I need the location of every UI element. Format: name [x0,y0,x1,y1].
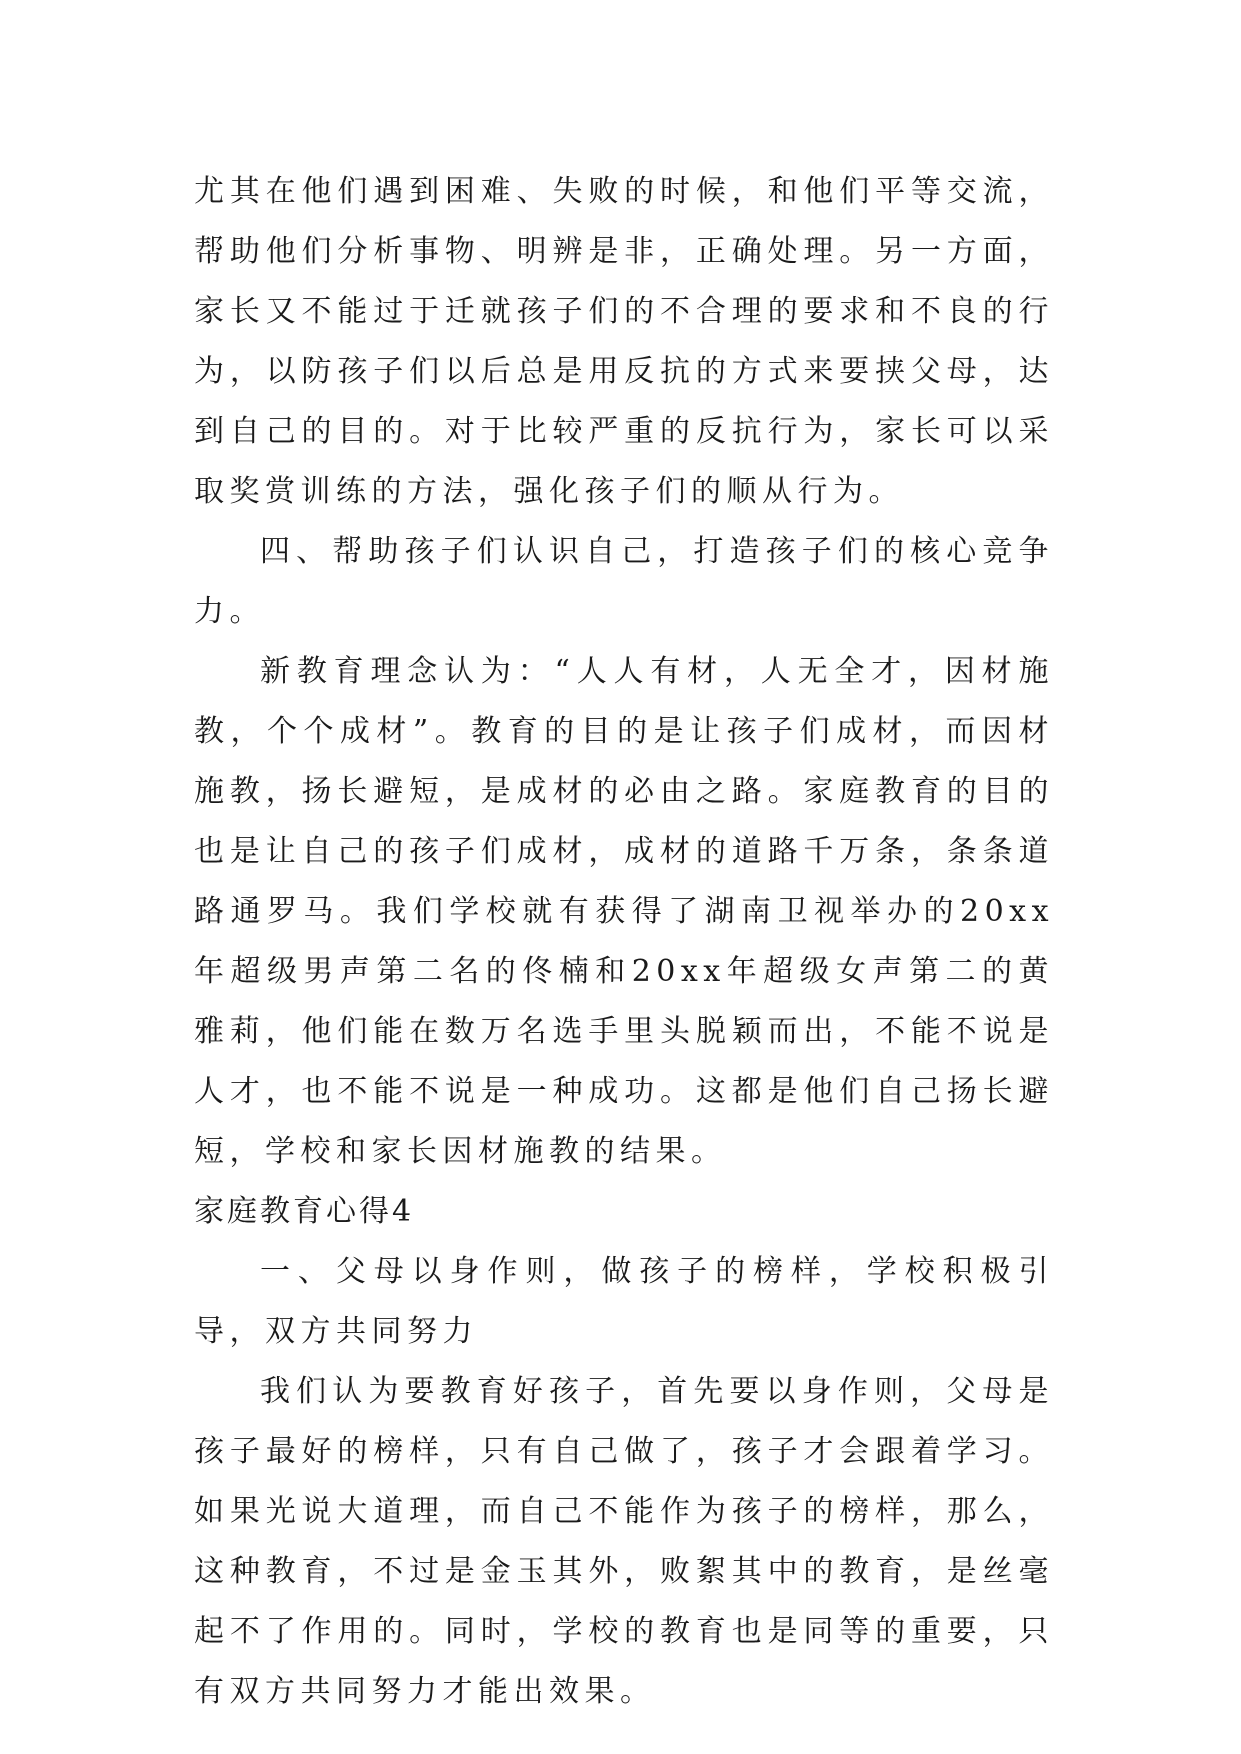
paragraph-point-one: 一、父母以身作则，做孩子的榜样，学校积极引导，双方共同努力 [194,1254,1054,1349]
paragraph-point-four: 四、帮助孩子们认识自己，打造孩子们的核心竞争力。 [194,534,1054,629]
paragraph-new-education-concept: 新教育理念认为：“人人有材，人无全才，因材施教，个个成材”。教育的目的是让孩子们成材，而因材施教，扬长避短，是成材的必由之路。家庭教育的目的也是让自己的孩子们成材，成材的道路千万条，条条道路通罗马。我们学校就有获得了湖南卫视举办的20xx年超级男声第二名的佟楠和20xx年超级女声第二的黄雅莉，他们能在数万名选手里头脱颖而出，不能不说是人才，也不能不说是一种成功。这都是他们自己扬长避短，学校和家长因材施教的结果。 [194,654,1054,1169]
paragraph-continuation: 尤其在他们遇到困难、失败的时候，和他们平等交流，帮助他们分析事物、明辨是非，正确处理。另一方面，家长又不能过于迁就孩子们的不合理的要求和不良的行为，以防孩子们以后总是用反抗的方式来要挟父母，达到自己的目的。对于比较严重的反抗行为，家长可以采取奖赏训练的方法，强化孩子们的顺从行为。 [194,174,1054,509]
section-title: 家庭教育心得4 [194,1194,415,1229]
document-page [194,162,1054,1722]
paragraph-lead-by-example: 我们认为要教育好孩子，首先要以身作则，父母是孩子最好的榜样，只有自己做了，孩子才会跟着学习。如果光说大道理，而自己不能作为孩子的榜样，那么，这种教育，不过是金玉其外，败絮其中的教育，是丝毫起不了作用的。同时，学校的教育也是同等的重要，只有双方共同努力才能出效果。 [194,1374,1054,1709]
